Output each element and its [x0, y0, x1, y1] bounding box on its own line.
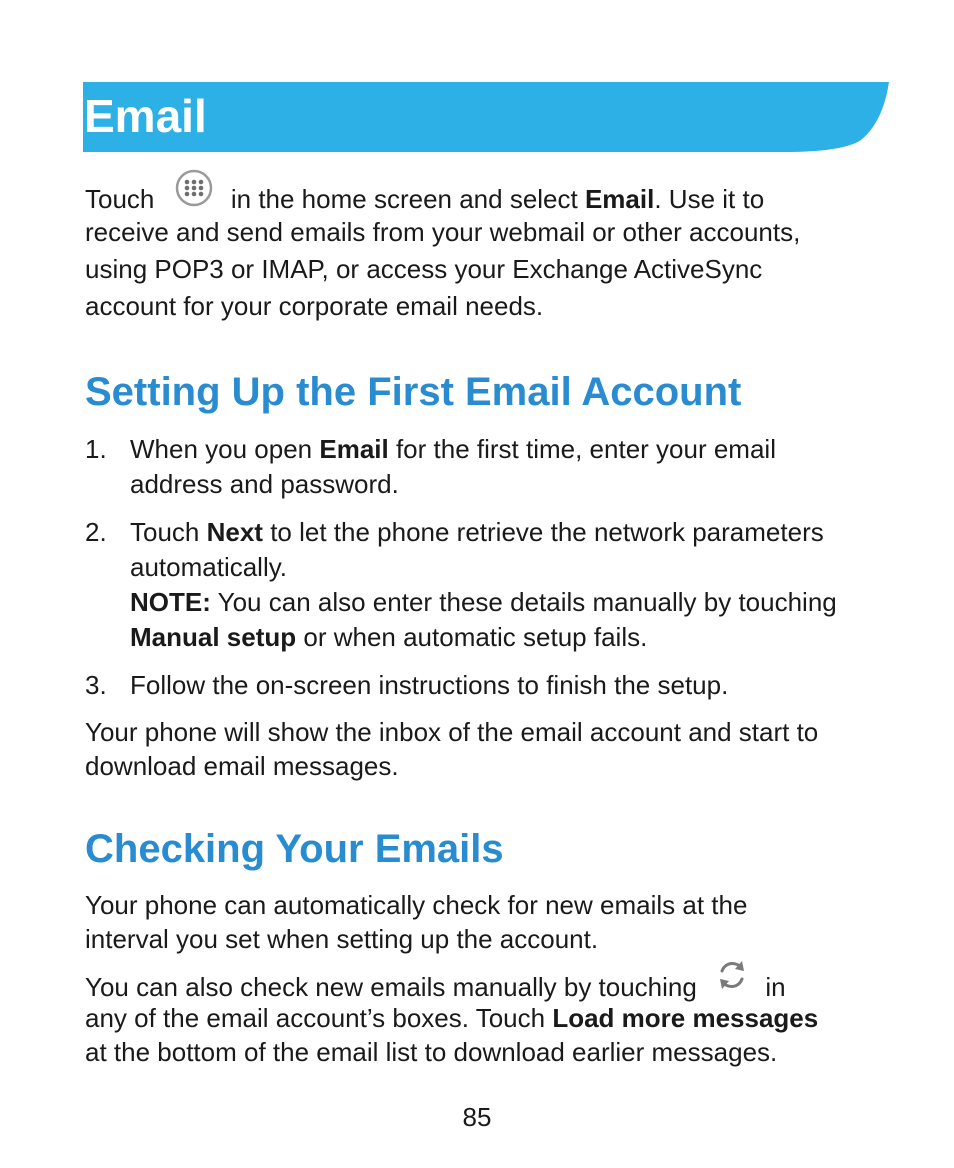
page-title: Email: [84, 90, 207, 142]
refresh-icon: [712, 957, 752, 1001]
list-number: 2.: [85, 517, 107, 547]
note-label: NOTE:: [130, 587, 211, 617]
manual-check-line-3: at the bottom of the email list to download earlier messages.: [85, 1037, 778, 1067]
list-text: [130, 432, 910, 502]
manual-check-text: You can also check new emails manually by touching: [85, 971, 697, 1002]
step-text: automatically.: [130, 552, 288, 582]
step-text: for the first time, enter your email: [388, 434, 776, 464]
intro-line-4: account for your corporate email needs.: [85, 291, 544, 321]
step-bold: Email: [319, 434, 389, 464]
manual-check-line-2: [85, 1001, 818, 1035]
list-number: 1.: [85, 434, 107, 464]
step-text: Touch: [130, 517, 207, 547]
section-heading-setup: Setting Up the First Email Account: [85, 370, 742, 414]
setup-result-line-2: download email messages.: [85, 751, 399, 781]
note-text: You can also enter these details manually by touching: [210, 587, 837, 617]
checking-line-2: interval you set when setting up the account.: [85, 924, 599, 954]
section-heading-checking: Checking Your Emails: [85, 827, 504, 871]
step-text: address and password.: [130, 469, 399, 499]
manual-check-text: in: [765, 971, 786, 1002]
manual-setup-keyword: Manual setup: [130, 622, 297, 652]
checking-line-1: Your phone can automatically check for new emails at the: [85, 890, 748, 920]
note-text: or when automatic setup fails.: [296, 622, 648, 652]
page-number: 85: [462, 1102, 492, 1132]
step-bold: Next: [206, 517, 263, 547]
load-more-keyword: Load more messages: [552, 1003, 819, 1033]
step-text: to let the phone retrieve the network parameters: [262, 517, 824, 547]
step-text: Follow the on-screen instructions to finish the setup.: [130, 670, 729, 700]
apps-grid-icon: [172, 168, 216, 218]
intro-text: . Use it to: [654, 183, 765, 214]
step-text: When you open: [130, 434, 320, 464]
intro-text: Touch: [85, 183, 155, 214]
setup-result-line-1: Your phone will show the inbox of the email account and start to: [85, 717, 819, 747]
list-text: [130, 668, 910, 703]
email-keyword: Email: [584, 183, 655, 214]
manual-check-text: any of the email account’s boxes. Touch: [85, 1003, 553, 1033]
intro-line-3: using POP3 or IMAP, or access your Exchange ActiveSync: [85, 254, 763, 284]
list-number: 3.: [85, 670, 107, 700]
list-text: [130, 515, 910, 655]
intro-text: in the home screen and select: [230, 183, 585, 214]
intro-line-2: receive and send emails from your webmail or other accounts,: [85, 217, 801, 247]
